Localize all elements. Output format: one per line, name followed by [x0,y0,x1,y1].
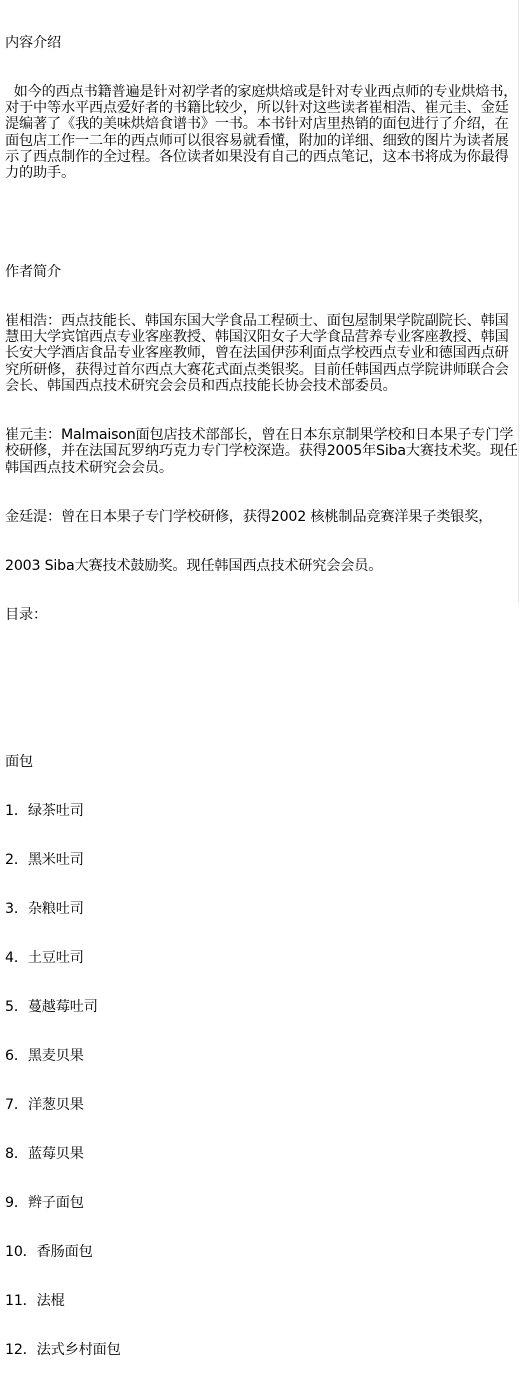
toc-item: 5．蔓越莓吐司 [5,998,98,1015]
author-heading: 作者简介 [5,263,61,280]
toc-heading: 目录： [5,606,47,623]
author-paragraph-choi-wongyu: 崔元圭：Malmaison面包店技术部部长，曾在日本东京制果学校和日本果子专门学校研修，并在法国瓦罗纳巧克力专门学校深造。获得2005年Siba大赛技术奖。现任韩国西点技术研究会会员。 [5,426,518,476]
vertical-scrollbar[interactable] [518,0,532,602]
toc-item: 9．辫子面包 [5,1195,84,1212]
toc-item: 12．法式乡村面包 [5,1342,121,1359]
blank-line [5,656,518,672]
toc-item: 11．法棍 [5,1293,65,1310]
toc-item: 1．绿茶吐司 [5,802,84,819]
author-paragraph-choi-sangho: 崔相浩：西点技能长、韩国东国大学食品工程硕士、面包屋制果学院副院长、韩国慧田大学宾馆西点专业客座教授、韩国汉阳女子大学食品营养专业客座教授、韩国长安大学酒店食品专业客座教师，曾在法国伊莎利面点学校西点专业和德国西点研究所研修，获得过首尔西点大赛花式面点类银奖。目前任韩国西点学院讲师联合会会长、韩国西点技术研究会会员和西点技能长协会技术部委员。 [5,312,509,394]
toc-item: 7．洋葱贝果 [5,1097,84,1114]
toc-item: 3．杂粮吐司 [5,900,84,917]
toc-item: 2．黑米吐司 [5,851,84,868]
author-paragraph-continued: 2003 Siba大赛技术鼓励奖。现任韩国西点技术研究会会员。 [5,557,383,574]
toc-section-title: 面包 [5,753,33,770]
toc-item: 6．黑麦贝果 [5,1048,84,1064]
blank-line [5,214,518,230]
toc-item: 4．土豆吐司 [5,949,84,966]
author-paragraph-kim-jeongsik: 金廷湜：曾在日本果子专门学校研修，获得2002 核桃制品竞赛洋果子类银奖， [5,508,493,525]
toc-item: 8．蓝莓贝果 [5,1146,84,1163]
blank-line [5,705,518,721]
intro-body: 如今的西点书籍普遍是针对初学者的家庭烘焙或是针对专业西点师的专业烘焙书，对于中等水平西点爱好者的书籍比较少，所以针对这些读者崔相浩、崔元圭、金廷湜编著了《我的美味烘焙食谱书》一书。本书针对店里热销的面包进行了介绍，在面包店工作一二年的西点师可以很容易就看懂，附加的详细、细致的图片为读者展示了西点制作的全过程。各位读者如果没有自己的西点笔记，这本书将成为你最得力的助手。 [5,83,518,182]
toc-item: 10．香肠面包 [5,1244,93,1261]
intro-heading: 内容介绍 [5,34,61,51]
